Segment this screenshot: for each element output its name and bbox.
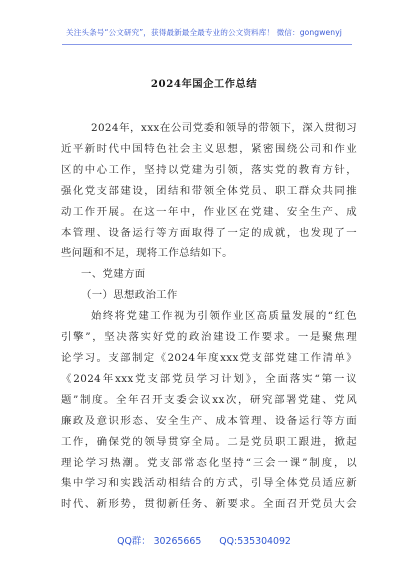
text-line: 近平新时代中国特色社会主义思想，紧密围绕公司和作业 [61,142,357,155]
text-line: 工作，确保党的领导贯穿全局。二是党员职工跟进，掀起 [61,435,357,448]
text-line: 动工作开展。在这一年中，作业区在党建、安全生产、成 [61,205,357,218]
text-line: 引擎”，坚决落实好党的政治建设工作要求。一是聚焦理 [61,331,357,344]
subsection-heading: （一）思想政治工作 [81,289,178,302]
text-line: 本管理、设备运行等方面取得了一定的成就，也发现了一 [61,226,357,239]
text-line: 《2024年xxx党支部党员学习计划》，全面落实“第一议 [61,372,357,385]
footer-qq-group: QQ群： 30265665 [117,536,202,547]
text-line: 始终将党建工作视为引领作业区高质量发展的“红色 [91,310,357,323]
text-line: 时代、新形势，贯彻新任务、新要求。全面召开党员大会 [61,498,357,511]
footer-contact [0,533,408,547]
text-line: 2024年，xxx在公司党委和领导的带领下，深入贯彻习 [91,122,357,134]
body-paragraph [61,306,357,515]
section-heading: 一、党建方面 [81,268,146,281]
header-promo: 关注头条号“公文研究”，获得最新最全最专业的公文资料库！ 微信：gongwenyj [66,28,342,37]
intro-paragraph [61,118,357,264]
text-line: 强化党支部建设，团结和带领全体党员、职工群众共同推 [61,184,357,197]
text-line: 廉政及意识形态、安全生产、成本管理、设备运行等方面 [61,414,357,427]
text-line: 集中学习和实践活动相结合的方式，引导全体党员适应新 [61,477,357,490]
text-line: 理论学习热潮。党支部常态化坚持“三会一课”制度，以 [61,456,357,469]
text-line: 些问题和不足，现将工作总结如下。 [61,247,233,260]
header-divider [62,44,352,45]
text-line: 区的中心工作，坚持以党建为引领，落实党的教育方针， [61,163,357,176]
text-line: 论学习。支部制定《2024年度xxx党支部党建工作清单》 [61,351,357,364]
document-title: 2024年国企工作总结 [150,78,258,90]
text-line: 题”制度。全年召开支委会议xx次，研究部署党建、党风 [61,393,357,406]
footer-qq: QQ:535304092 [219,536,291,547]
document-body [61,118,357,515]
